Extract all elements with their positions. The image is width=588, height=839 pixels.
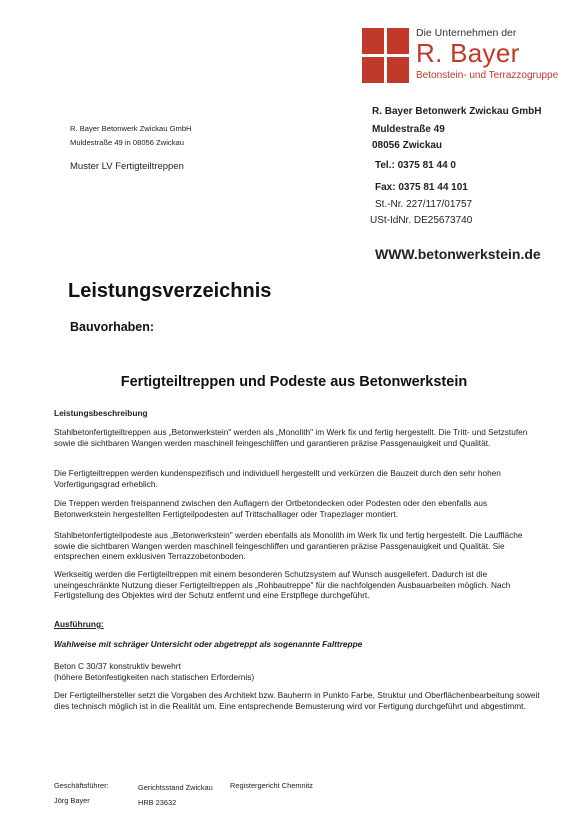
- sender-line-1: R. Bayer Betonwerk Zwickau GmbH: [70, 124, 192, 133]
- footer-hrb: HRB 23632: [138, 798, 177, 807]
- paragraph-landings: Stahlbetonfertigteilpodeste aus „Betonwerkstein" werden ebenfalls als Monolith im Werk fix und fertig hergestellt. Die Lauffläche sowie die sichtbaren Wangen werden maschinell feingeschliffen und garantieren präzise Passgenauigkeit und Qualität. Sie entsprechen einem exklusiven Terrazzobetonboden.: [54, 530, 523, 562]
- logo-subtitle: Betonstein- und Terrazzogruppe: [416, 70, 559, 81]
- company-street: Muldestraße 49: [372, 124, 445, 135]
- paragraph-mounting: Die Treppen werden freispannend zwischen den Auflagern der Ortbetondecken oder Podesten oder den ebenfalls aus Betonwerkstein hergestellten Fertigteilpodesten auf Trittschalllager oder Trapezlager montiert.: [54, 498, 488, 519]
- company-city: 08056 Zwickau: [372, 140, 443, 151]
- concrete-spec: Beton C 30/37 konstruktiv bewehrt: [54, 661, 181, 671]
- concrete-note: (höhere Betonfestigkeiten nach statischen Erfordernis): [54, 672, 255, 682]
- footer-register-court: Registergericht Chemnitz: [230, 781, 313, 790]
- sender-line-2: Muldestraße 49 in 08056 Zwickau: [70, 138, 184, 147]
- company-website-link[interactable]: WWW.betonwerkstein.de: [375, 246, 541, 262]
- section-heading-leistungsbeschreibung: Leistungsbeschreibung: [54, 408, 148, 418]
- footer-manager-name: Jörg Bayer: [54, 796, 90, 805]
- company-tel: Tel.: 0375 81 44 0: [375, 160, 456, 171]
- footer-court: Gerichtsstand Zwickau: [138, 783, 213, 792]
- paragraph-sampling: Der Fertigteilhersteller setzt die Vorgaben des Architekt bzw. Bauherrn in Punkto Farbe, Struktur und Oberflächenbearbeitung soweit dies technisch möglich ist in die Realität um. Eine entsprechende Bemusterung wird vor Fertigung durchgeführt und abgestimmt.: [54, 690, 540, 711]
- company-name: R. Bayer Betonwerk Zwickau GmbH: [372, 106, 542, 117]
- subject-left: Muster LV Fertigteiltreppen: [70, 161, 184, 172]
- logo-name: R. Bayer: [416, 38, 520, 68]
- paragraph-protection: Werkseitig werden die Fertigteiltreppen mit einem besonderen Schutzsystem auf Wunsch ausgeliefert. Dadurch ist die uneingeschränkte Nutzung dieser Fertigteiltreppen als „Rohbautreppe" für die nachfolgenden Ausbauarbeiten möglich. Nach Fertigstellung des Objektes wird der Schutz entfernt und eine Erstpflege durchgeführt.: [54, 569, 511, 601]
- bauvorhaben-label: Bauvorhaben:: [70, 320, 155, 334]
- company-fax: Fax: 0375 81 44 101: [375, 182, 468, 193]
- company-tax-number: St.-Nr. 227/117/01757: [375, 199, 473, 210]
- company-vat-id: USt-IdNr. DE25673740: [370, 215, 473, 226]
- document-title: Fertigteiltreppen und Podeste aus Betonwerkstein: [120, 374, 468, 390]
- section-subheading: Wahlweise mit schräger Untersicht oder abgetreppt als sogenannte Falttreppe: [54, 639, 363, 649]
- paragraph-monolith: Stahlbetonfertigteiltreppen aus „Betonwerkstein" werden als „Monolith" im Werk fix und fertig hergestellt. Die Tritt- und Setzstufen sowie die sichtbaren Wangen werden maschinell feingeschliffen und garantieren präzise Passgenauigkeit und Qualität.: [54, 427, 528, 448]
- company-logo-mark: [362, 28, 410, 83]
- logo-tagline: Die Unternehmen der: [416, 27, 517, 39]
- document-heading: Leistungsverzeichnis: [68, 280, 272, 302]
- paragraph-custom: Die Fertigteiltreppen werden kundenspezifisch und individuell hergestellt und verkürzen die Bauzeit durch den sehr hohen Vorfertigungsgrad erheblich.: [54, 468, 501, 489]
- footer-manager-label: Geschäftsführer:: [54, 781, 109, 790]
- section-heading-ausfuehrung: Ausführung:: [54, 619, 104, 629]
